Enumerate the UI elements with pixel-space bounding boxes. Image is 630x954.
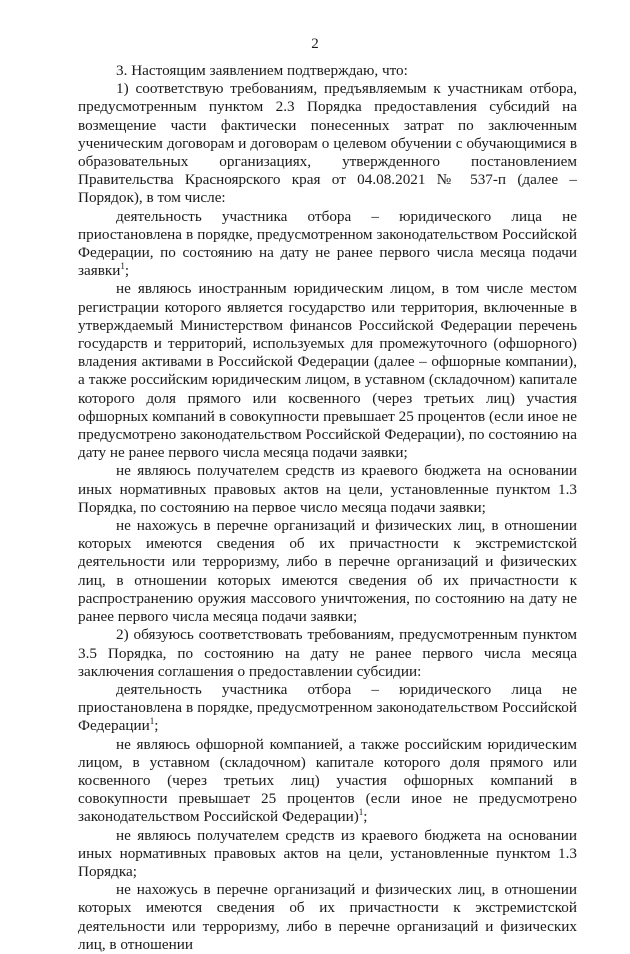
paragraph-text: не являюсь офшорной компанией, а также российским юридическим лицом, в уставном (складочном) капитале которого доля прямого или косвенного (через третьих лиц) участия офшорных компаний в совокупности превышает 25 процентов (если иное не предусмотрено законодательством Российской Федерации) <box>78 735 577 826</box>
paragraph-tail: ; <box>154 717 159 735</box>
paragraph-not-recipient-2: не являюсь получателем средств из краевого бюджета на основании иных нормативных правовых актов на цели, установленные пунктом 1.3 Порядка; <box>78 826 577 880</box>
paragraph-not-offshore <box>78 736 577 827</box>
paragraph-item-1: 1) соответствую требованиям, предъявляемым к участникам отбора, предусмотренным пунктом 2.3 Порядка предоставления субсидий на возмещение части фактически понесенных затрат по заключенным ученическим договорам и договорам о целевом обучении с обучающимися в образовательных организациях, утвержденного постановлением Правительства Красноярского края от 04.08.2021 № 537-п (далее – Порядок), в том числе: <box>78 80 577 207</box>
footnote-mark: 1 <box>149 716 155 727</box>
paragraph-intro: 3. Настоящим заявлением подтверждаю, что: <box>116 62 408 79</box>
paragraph-not-in-list-2: не нахожусь в перечне организаций и физических лиц, в отношении которых имеются сведения об их причастности к экстремистской деятельности или терроризму, либо в перечне организаций и физических лиц, в отношении <box>78 881 577 953</box>
paragraph-tail: ; <box>124 262 130 280</box>
page-number: 2 <box>311 36 319 52</box>
paragraph-not-suspended <box>78 208 577 281</box>
document-body <box>78 62 577 954</box>
paragraph-not-in-list: не нахожусь в перечне организаций и физических лиц, в отношении которых имеются сведения об их причастности к экстремистской деятельности или терроризму, либо в перечне организаций и физических лиц, в отношении которых имеются сведения об их причастности к распространению оружия массового уничтожения, по состоянию на дату не ранее первого числа месяца подачи заявки; <box>78 517 577 626</box>
paragraph-tail: ; <box>363 808 368 826</box>
paragraph-not-foreign: не являюсь иностранным юридическим лицом, в том числе местом регистрации которого является государство или территория, включенные в утверждаемый Министерством финансов Российской Федерации перечень государств и территорий, используемых для промежуточного (офшорного) владения активами в Российской Федерации (далее – офшорные компании), а также российским юридическим лицом, в уставном (складочном) капитале которого доля прямого или косвенного (через третьих лиц) участия офшорных компаний в совокупности превышает 25 процентов (если иное не предусмотрено законодательством Российской Федерации), по состоянию на дату не ранее первого числа месяца подачи заявки; <box>78 280 577 462</box>
paragraph-item-2: 2) обязуюсь соответствовать требованиям, предусмотренным пунктом 3.5 Порядка, по состоянию на дату не ранее первого числа месяца заключения соглашения о предоставлении субсидии: <box>78 626 577 680</box>
footnote-mark: 1 <box>120 261 125 272</box>
paragraph-text: деятельность участника отбора – юридического лица не приостановлена в порядке, предусмотренном законодательством Российской Федерации, по состоянию на дату не ранее первого числа месяца подачи заявки <box>78 207 577 280</box>
paragraph-not-suspended-2 <box>78 681 577 736</box>
paragraph-text: деятельность участника отбора – юридического лица не приостановлена в порядке, предусмотренном законодательством Российской Федерации <box>78 680 577 735</box>
paragraph-not-recipient: не являюсь получателем средств из краевого бюджета на основании иных нормативных правовых актов на цели, установленные пунктом 1.3 Порядка, по состоянию на первое число месяца подачи заявки; <box>78 462 577 516</box>
footnote-mark: 1 <box>358 807 364 818</box>
